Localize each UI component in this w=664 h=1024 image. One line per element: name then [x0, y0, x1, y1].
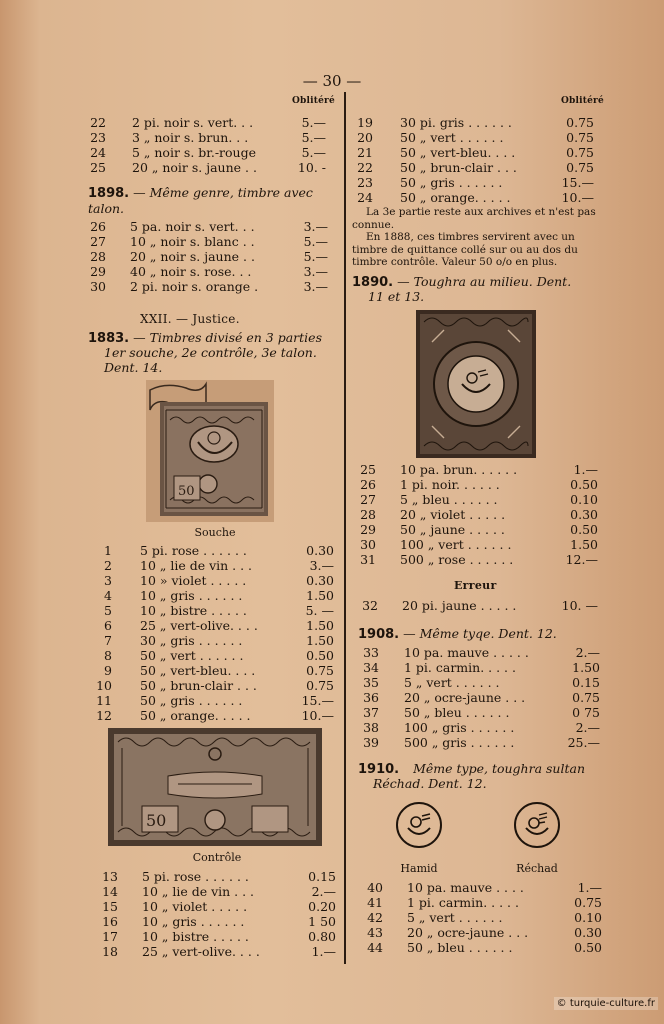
rechad-toughra-icon	[512, 800, 562, 850]
row-value: 0.50	[570, 477, 598, 492]
row-value: 0.50	[574, 940, 602, 955]
row-value: 3.—	[303, 264, 328, 279]
row-description: 10 „ bistre . . . . .	[140, 603, 247, 618]
row-number: 24	[90, 145, 106, 160]
row-number: 14	[102, 884, 118, 899]
row-number: 17	[102, 929, 118, 944]
row-description: 10 „ lie de vin . . .	[140, 558, 253, 573]
row-value: 0.30	[574, 925, 602, 940]
row-number: 29	[360, 522, 376, 537]
heading-1890-text2: 11 et 13.	[368, 289, 425, 304]
row-number: 22	[357, 160, 373, 175]
row-value: 10.—	[561, 190, 594, 205]
row-number: 7	[104, 633, 112, 648]
row-description: 5 pa. noir s. vert. . .	[130, 219, 255, 234]
row-number: 8	[104, 648, 112, 663]
row-description: 2 pi. noir s. orange .	[130, 279, 259, 294]
catalogue-row	[0, 676, 664, 690]
row-description: 50 „ vert-bleu. . . .	[400, 145, 516, 160]
catalogue-row	[0, 896, 664, 910]
row-description: 5 „ bleu . . . . . .	[400, 492, 498, 507]
row-value: 5.—	[301, 115, 326, 130]
catalogue-row	[0, 116, 664, 130]
heading-1910-year: 1910.	[358, 762, 400, 777]
catalogue-row	[0, 493, 664, 507]
row-description: 20 „ violet . . . . .	[400, 507, 506, 522]
row-description: 10 „ noir s. blanc . .	[130, 234, 255, 249]
row-number: 28	[360, 507, 376, 522]
row-number: 26	[360, 477, 376, 492]
catalogue-row	[0, 161, 664, 175]
row-number: 23	[357, 175, 373, 190]
row-value: 0.75	[572, 690, 600, 705]
row-value: 1.50	[572, 660, 600, 675]
row-value: 2.—	[575, 645, 600, 660]
catalogue-row	[0, 691, 664, 705]
catalogue-row	[0, 478, 664, 492]
row-value: 10. —	[561, 598, 598, 613]
row-description: 50 „ orange. . . . .	[140, 708, 251, 723]
heading-1890	[352, 274, 602, 290]
heading-1910-text2: Réchad. Dent. 12.	[373, 776, 487, 791]
row-number: 42	[367, 910, 383, 925]
row-description: 50 „ vert-bleu. . . .	[140, 663, 256, 678]
row-value: 0.75	[306, 678, 334, 693]
row-description: 1 pi. carmin. . . . .	[404, 660, 516, 675]
row-number: 38	[363, 720, 379, 735]
catalogue-row	[0, 736, 664, 750]
row-description: 10 pa. brun. . . . . .	[400, 462, 518, 477]
catalogue-row	[0, 176, 664, 190]
heading-1883-year: 1883.	[88, 331, 130, 346]
heading-1883-line3	[104, 360, 162, 375]
catalogue-row	[0, 941, 664, 955]
row-number: 24	[357, 190, 373, 205]
caption-rechad: Réchad	[516, 862, 558, 875]
heading-1910-text1: Même type, toughra sultan	[413, 761, 586, 776]
heading-1908-year: 1908.	[358, 627, 400, 642]
row-description: 5 pi. rose . . . . . .	[142, 869, 249, 884]
row-description: 50 „ brun-clair . . .	[140, 678, 257, 693]
row-number: 36	[363, 690, 379, 705]
hamid-toughra-icon	[394, 800, 444, 850]
row-description: 10 „ bistre . . . . .	[142, 929, 249, 944]
row-value: 25.—	[567, 735, 600, 750]
row-value: 0.75	[566, 145, 594, 160]
row-value: 1.50	[306, 633, 334, 648]
row-number: 10	[96, 678, 112, 693]
heading-1883-text3: Dent. 14.	[104, 360, 163, 375]
row-number: 39	[363, 735, 379, 750]
row-description: 50 „ gris . . . . . .	[140, 693, 243, 708]
row-number: 5	[104, 603, 112, 618]
row-description: 20 „ ocre-jaune . . .	[404, 690, 526, 705]
row-description: 50 „ jaune . . . . .	[400, 522, 505, 537]
oblitere-header-right: Oblitéré	[561, 96, 604, 106]
row-description: 20 „ ocre-jaune . . .	[407, 925, 529, 940]
row-value: 1 50	[308, 914, 336, 929]
erreur-label: Erreur	[454, 579, 497, 592]
section-justice: XXII. — Justice.	[140, 312, 240, 326]
row-value: 1.50	[306, 618, 334, 633]
row-number: 11	[96, 693, 112, 708]
row-number: 30	[90, 279, 106, 294]
row-description: 20 pi. jaune . . . . .	[402, 598, 517, 613]
heading-1890-year: 1890.	[352, 275, 394, 290]
row-description: 3 „ noir s. brun. . .	[132, 130, 249, 145]
watermark: © turquie-culture.fr	[554, 997, 658, 1010]
row-description: 10 „ lie de vin . . .	[142, 884, 255, 899]
row-value: 1.—	[577, 880, 602, 895]
page-number: — 30 —	[302, 72, 362, 90]
row-number: 34	[363, 660, 379, 675]
row-number: 25	[360, 462, 376, 477]
row-value: 0.10	[574, 910, 602, 925]
row-value: 15.—	[301, 693, 334, 708]
row-number: 40	[367, 880, 383, 895]
row-value: 2.—	[575, 720, 600, 735]
row-number: 27	[360, 492, 376, 507]
row-description: 5 pi. rose . . . . . .	[140, 543, 247, 558]
row-number: 18	[102, 944, 118, 959]
row-number: 44	[367, 940, 383, 955]
row-value: 0.50	[570, 522, 598, 537]
row-value: 1.—	[311, 944, 336, 959]
row-number: 29	[90, 264, 106, 279]
row-value: 0.75	[566, 130, 594, 145]
row-value: 0.30	[306, 543, 334, 558]
row-number: 15	[102, 899, 118, 914]
catalogue-row	[0, 553, 664, 567]
row-description: 50 „ vert . . . . . .	[140, 648, 244, 663]
row-description: 20 „ noir s. jaune . .	[130, 249, 255, 264]
row-description: 25 „ vert-olive. . . .	[140, 618, 258, 633]
row-value: 0.20	[308, 899, 336, 914]
row-value: 1.50	[570, 537, 598, 552]
row-number: 35	[363, 675, 379, 690]
row-value: 0.80	[308, 929, 336, 944]
row-value: 5.—	[301, 130, 326, 145]
catalogue-row	[0, 926, 664, 940]
heading-1910	[358, 761, 608, 777]
row-number: 20	[357, 130, 373, 145]
row-description: 100 „ gris . . . . . .	[404, 720, 515, 735]
catalogue-row	[0, 146, 664, 160]
heading-1890-line2	[368, 289, 424, 304]
row-number: 31	[360, 552, 376, 567]
controle-value-label: 50	[146, 811, 167, 830]
row-number: 21	[357, 145, 373, 160]
row-description: 40 „ noir s. rose. . .	[130, 264, 252, 279]
row-value: 3.—	[303, 219, 328, 234]
catalogue-row	[0, 661, 664, 675]
row-value: 3.—	[303, 279, 328, 294]
catalogue-row	[0, 721, 664, 735]
note-archives: La 3e partie reste aux archives et n'est pas connue.	[352, 206, 596, 231]
row-number: 25	[90, 160, 106, 175]
catalogue-row	[0, 646, 664, 660]
row-value: 1.—	[573, 462, 598, 477]
row-number: 19	[357, 115, 373, 130]
heading-1883-line2	[104, 345, 317, 360]
catalogue-row	[0, 911, 664, 925]
catalogue-row	[0, 523, 664, 537]
catalogue-row	[0, 706, 664, 720]
row-value: 2.—	[311, 884, 336, 899]
row-description: 50 „ vert . . . . . .	[400, 130, 504, 145]
row-number: 30	[360, 537, 376, 552]
row-number: 12	[96, 708, 112, 723]
row-description: 50 „ brun-clair . . .	[400, 160, 517, 175]
row-number: 27	[90, 234, 106, 249]
row-number: 2	[104, 558, 112, 573]
caption-hamid: Hamid	[400, 862, 438, 875]
row-value: 0.75	[306, 663, 334, 678]
row-number: 32	[362, 598, 378, 613]
row-value: 15.—	[561, 175, 594, 190]
row-description: 5 „ vert . . . . . .	[407, 910, 503, 925]
row-value: 3.—	[309, 558, 334, 573]
catalogue-row	[0, 191, 664, 205]
row-description: 10 pa. mauve . . . .	[407, 880, 524, 895]
heading-1898-year: 1898.	[88, 186, 130, 201]
row-value: 0.15	[572, 675, 600, 690]
row-description: 30 „ gris . . . . . .	[140, 633, 243, 648]
row-description: 100 „ vert . . . . . .	[400, 537, 512, 552]
catalogue-row	[0, 131, 664, 145]
row-value: 1.50	[306, 588, 334, 603]
row-value: 10.—	[301, 708, 334, 723]
heading-1883	[88, 330, 338, 346]
catalogue-row	[0, 538, 664, 552]
row-number: 9	[104, 663, 112, 678]
catalogue-row	[0, 574, 664, 588]
row-description: 50 „ bleu . . . . . .	[407, 940, 513, 955]
heading-1910-line2	[373, 776, 487, 791]
row-description: 5 „ noir s. br.-rouge	[132, 145, 257, 160]
row-number: 16	[102, 914, 118, 929]
row-value: 5.—	[301, 145, 326, 160]
row-value: 0 75	[572, 705, 600, 720]
souche-value-label: 50	[178, 484, 195, 499]
row-value: 0.75	[566, 160, 594, 175]
row-description: 50 „ orange. . . . .	[400, 190, 511, 205]
row-number: 41	[367, 895, 383, 910]
toughra-stamp-image	[416, 310, 536, 458]
oblitere-header-left: Oblitéré	[292, 96, 335, 106]
row-number: 4	[104, 588, 112, 603]
row-description: 50 „ gris . . . . . .	[400, 175, 503, 190]
row-value: 5. —	[305, 603, 334, 618]
row-description: 30 pi. gris . . . . . .	[400, 115, 512, 130]
row-description: 50 „ bleu . . . . . .	[404, 705, 510, 720]
note-1888: En 1888, ces timbres servirent avec un timbre de quittance collé sur ou au dos du timbre contrôle. Valeur 50 o/o en plus.	[352, 231, 578, 269]
heading-1898-text: — Même genre, timbre avec talon.	[88, 185, 313, 216]
row-description: 500 „ gris . . . . . .	[404, 735, 515, 750]
row-number: 43	[367, 925, 383, 940]
row-description: 25 „ vert-olive. . . .	[142, 944, 260, 959]
row-value: 0.30	[306, 573, 334, 588]
row-value: 10. -	[297, 160, 326, 175]
row-description: 1 pi. carmin. . . . .	[407, 895, 519, 910]
row-number: 1	[104, 543, 112, 558]
row-value: 0.50	[306, 648, 334, 663]
heading-1908-text: — Même tyqe. Dent. 12.	[403, 626, 557, 641]
row-number: 23	[90, 130, 106, 145]
row-value: 5.—	[303, 249, 328, 264]
row-description: 10 pa. mauve . . . . .	[404, 645, 529, 660]
heading-1890-text1: — Toughra au milieu. Dent.	[397, 274, 572, 289]
row-description: 5 „ vert . . . . . .	[404, 675, 500, 690]
row-number: 13	[102, 869, 118, 884]
heading-1908	[358, 626, 608, 642]
row-description: 10 „ violet . . . . .	[142, 899, 248, 914]
row-description: 10 » violet . . . . .	[140, 573, 247, 588]
row-value: 0.10	[570, 492, 598, 507]
row-number: 33	[363, 645, 379, 660]
row-number: 37	[363, 705, 379, 720]
row-description: 10 „ gris . . . . . .	[140, 588, 243, 603]
caption-souche: Souche	[194, 526, 236, 539]
row-value: 0.30	[570, 507, 598, 522]
row-value: 5.—	[303, 234, 328, 249]
row-description: 1 pi. noir. . . . . .	[400, 477, 500, 492]
row-value: 0.75	[566, 115, 594, 130]
row-number: 3	[104, 573, 112, 588]
catalogue-row	[0, 508, 664, 522]
row-value: 0.75	[574, 895, 602, 910]
row-description: 2 pi. noir s. vert. . .	[132, 115, 254, 130]
catalogue-row	[0, 599, 664, 613]
row-description: 500 „ rose . . . . . .	[400, 552, 514, 567]
catalogue-row	[0, 463, 664, 477]
catalogue-row	[0, 881, 664, 895]
row-description: 20 „ noir s. jaune . .	[132, 160, 257, 175]
row-number: 6	[104, 618, 112, 633]
heading-1883-text2: 1er souche, 2e contrôle, 3e talon.	[104, 345, 317, 360]
row-value: 0.15	[308, 869, 336, 884]
caption-controle: Contrôle	[192, 851, 242, 864]
row-number: 26	[90, 219, 106, 234]
row-number: 22	[90, 115, 106, 130]
heading-1883-text1: — Timbres divisé en 3 parties	[133, 330, 322, 345]
row-description: 10 „ gris . . . . . .	[142, 914, 245, 929]
row-value: 12.—	[565, 552, 598, 567]
row-number: 28	[90, 249, 106, 264]
